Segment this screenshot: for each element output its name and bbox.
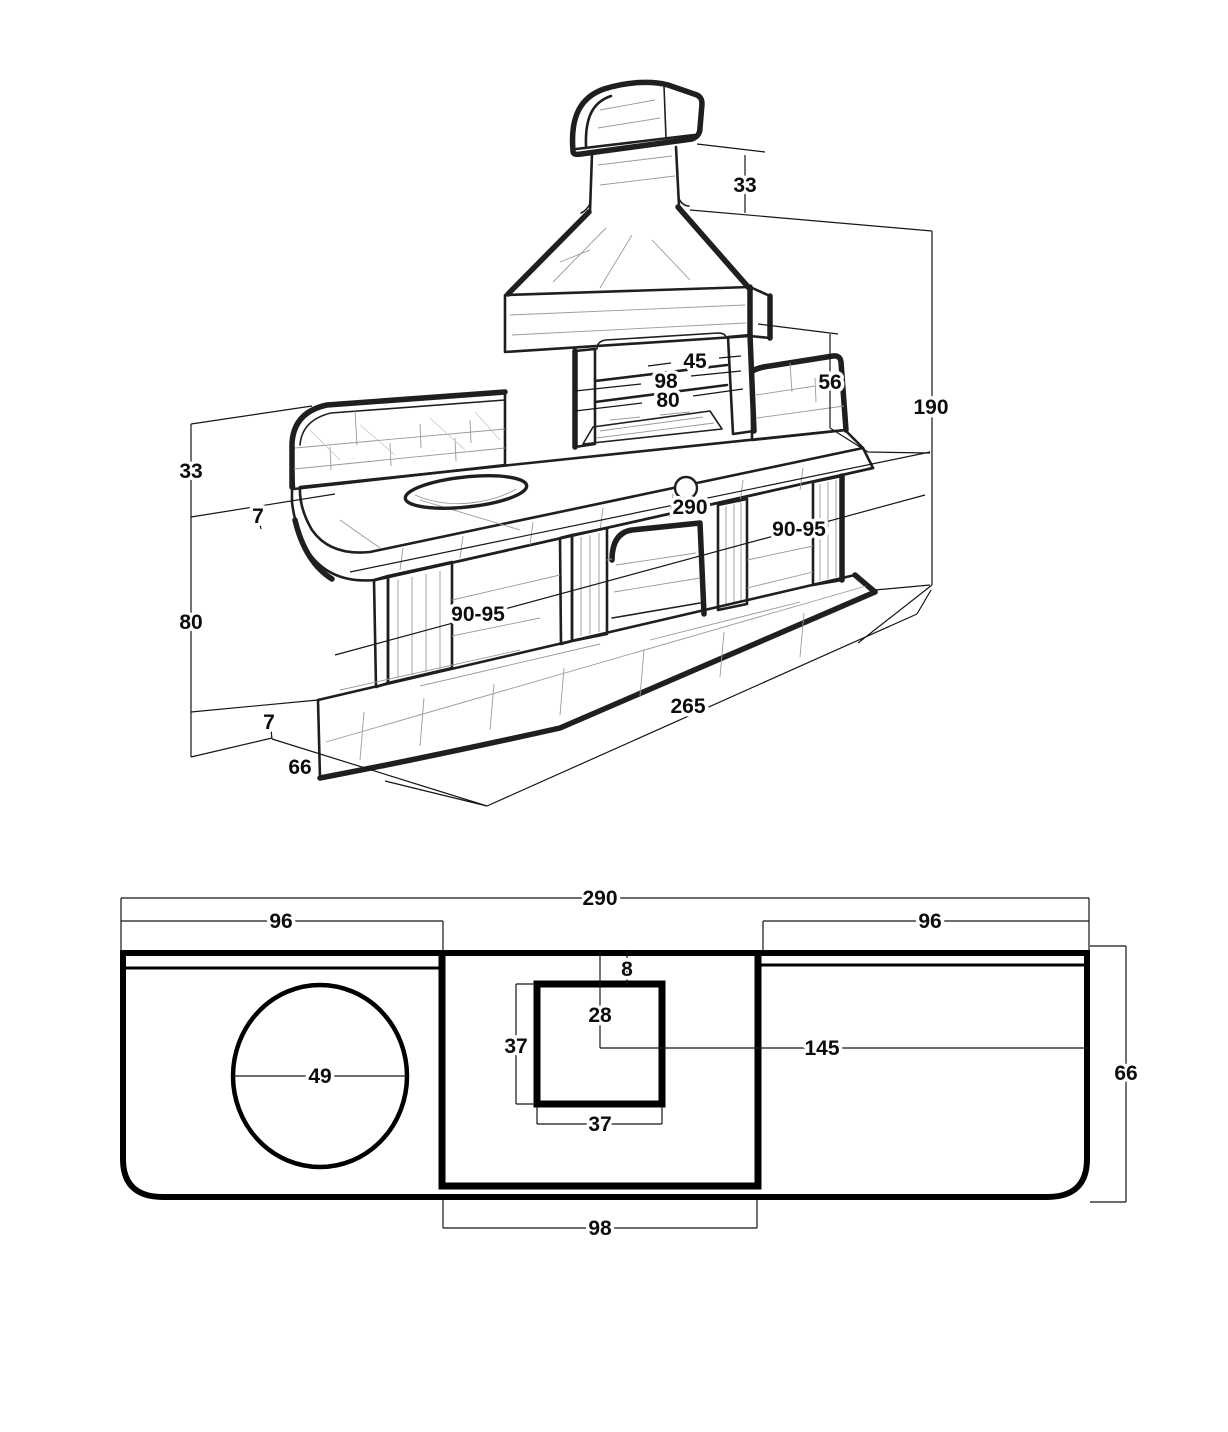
dim-grill-upper-label: 98: [654, 370, 678, 393]
plan-dim-total: [121, 887, 1089, 951]
plan-dim-total-label: 290: [582, 887, 618, 910]
dim-hearth-height-label: 56: [818, 371, 842, 394]
dim-base-length-label: 265: [670, 695, 706, 718]
dim-cap-height-label: 33: [733, 174, 757, 197]
plan-dim-grate-bottom-label: 37: [588, 1113, 612, 1136]
plan-dim-left-section-label: 96: [269, 910, 293, 933]
plan-sink-diameter-label: 49: [308, 1065, 332, 1088]
dim-splash-height-label: 33: [179, 460, 203, 483]
plan-dim-center-to-edge-label: 145: [804, 1037, 840, 1060]
dim-base-height-label: 80: [179, 611, 203, 634]
dim-overall-height-label: 190: [913, 396, 949, 419]
chimney-neck: [581, 147, 689, 213]
dim-work-height-left-label: 90-95: [451, 603, 505, 626]
dim-plinth-thickness-label: 7: [263, 711, 275, 734]
plan-dim-sections: [121, 910, 1089, 951]
plan-dim-grate-size: [504, 984, 662, 1136]
dim-overall-height: [858, 231, 949, 643]
plan-dim-grate-left-label: 37: [504, 1035, 528, 1058]
worktop: [292, 430, 873, 580]
dim-grill-depth-label: 45: [683, 350, 707, 373]
base-plinth: [318, 575, 875, 778]
chimney-hood: [508, 207, 749, 294]
plan-dim-center-to-edge: [600, 1037, 1087, 1060]
dim-worktop-length-label: 290: [672, 496, 708, 519]
dim-grill-lower-label: 80: [656, 389, 680, 412]
dim-left-stack: [179, 406, 335, 757]
plan-dim-grate-offset-label: 28: [588, 1004, 612, 1027]
dim-depth-label: 66: [288, 756, 312, 779]
plan-dim-right-section-label: 96: [918, 910, 942, 933]
perspective-view: [179, 82, 948, 806]
plan-dim-grate-position: [588, 951, 633, 1048]
splashback-right: [752, 356, 846, 440]
sink-cutout: [404, 471, 528, 514]
plan-dim-center-section-label: 98: [588, 1217, 612, 1240]
plan-dim-center-section: [443, 1200, 757, 1240]
chimney-cap: [573, 82, 702, 154]
dim-base-footprint: [272, 590, 931, 806]
dim-cap-height: [690, 144, 932, 231]
plan-dim-splash-depth-label: 8: [621, 958, 633, 981]
splashback-left: [292, 392, 505, 489]
firebox-band: [505, 287, 770, 352]
dim-worktop-thickness-label: 7: [252, 505, 264, 528]
dim-work-heights: [335, 495, 925, 655]
plan-dim-depth-label: 66: [1114, 1062, 1138, 1085]
plan-worktop-outline: [123, 953, 1087, 1197]
dim-work-height-right-label: 90-95: [772, 518, 826, 541]
plan-view: [121, 887, 1138, 1240]
plan-dim-depth: [1090, 946, 1138, 1202]
